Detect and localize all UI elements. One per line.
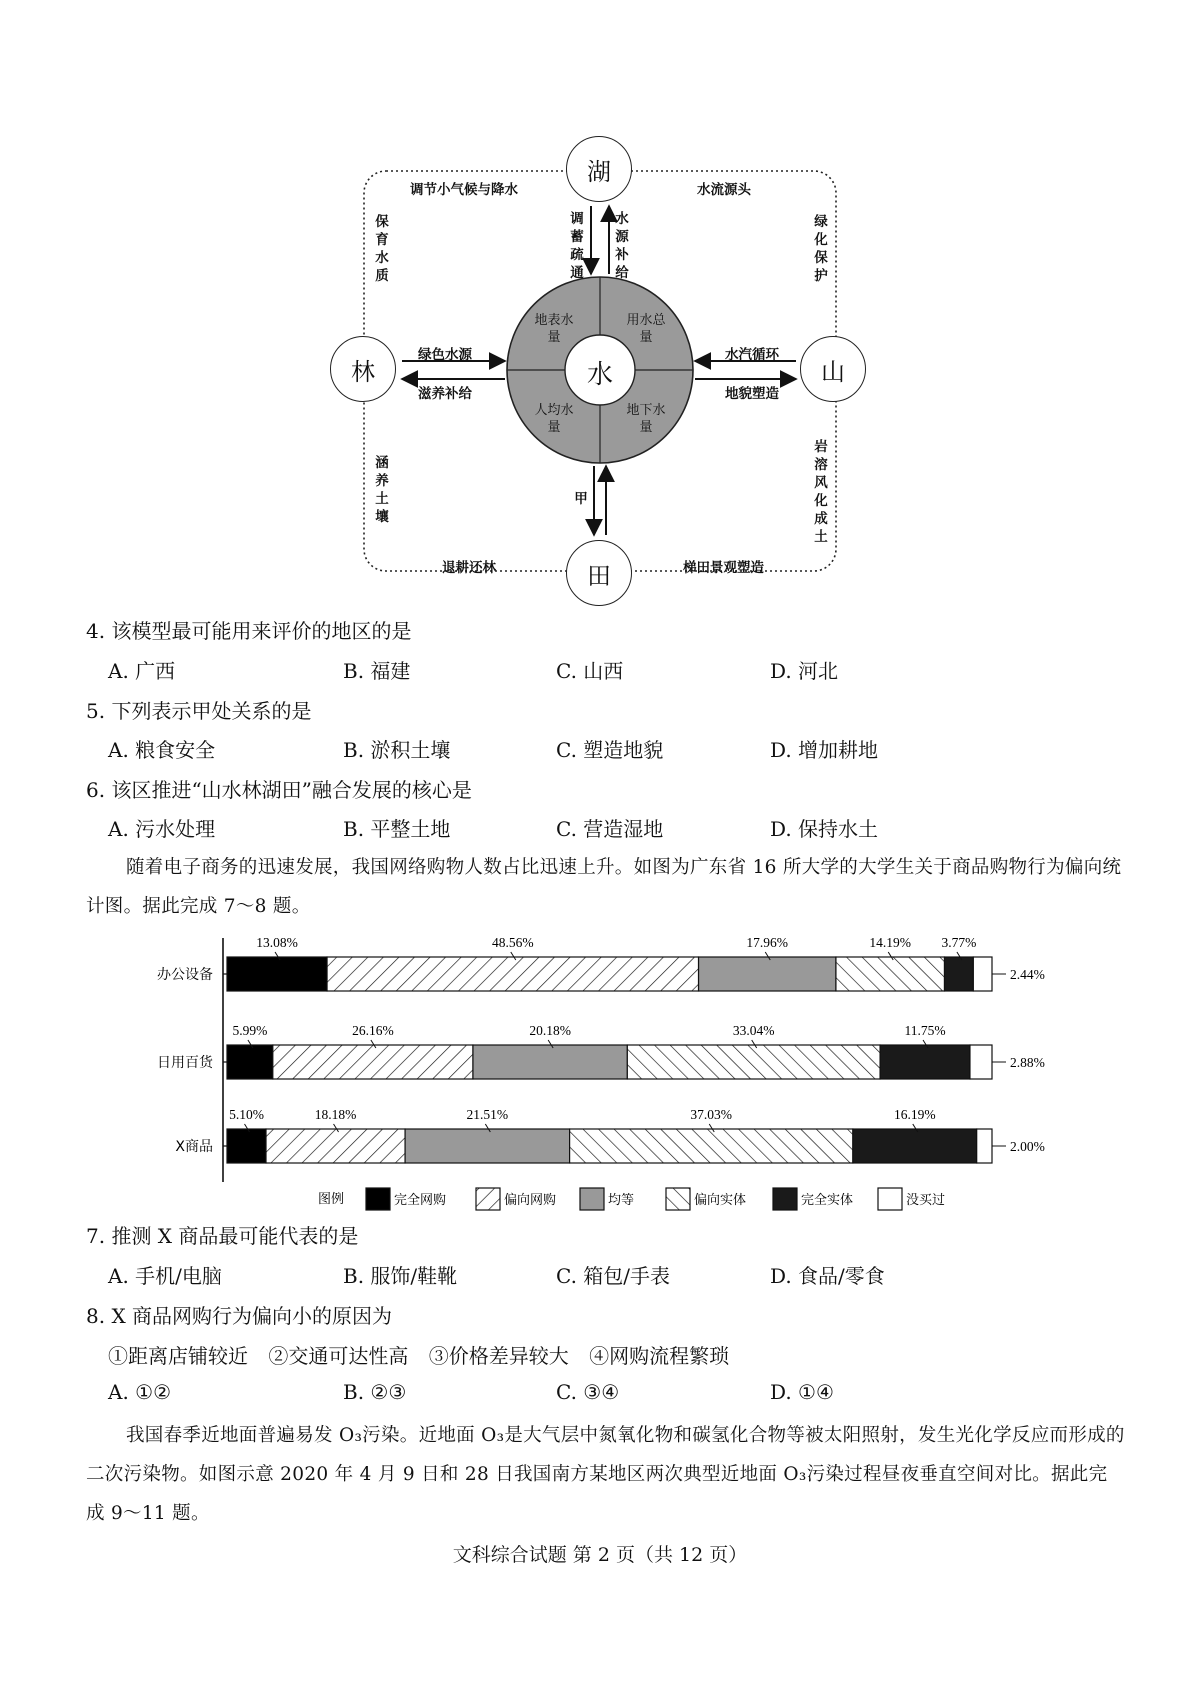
quadrant-surface-water: 地表水量 xyxy=(534,313,574,345)
data-label: 37.03% xyxy=(690,1107,733,1122)
bar-segment xyxy=(327,957,698,991)
legend-swatch xyxy=(366,1188,390,1210)
data-label: 17.96% xyxy=(746,935,789,950)
q5-option-b: B. 淤积土壤 xyxy=(343,738,451,762)
lake-node: 湖 xyxy=(566,136,632,202)
data-label: 11.75% xyxy=(904,1023,946,1038)
legend-swatch xyxy=(773,1188,797,1210)
data-label: 5.99% xyxy=(232,1023,268,1038)
bar-segment xyxy=(880,1045,970,1079)
data-label: 2.44% xyxy=(1010,967,1045,982)
bar-segment xyxy=(405,1129,570,1163)
legend-swatch xyxy=(878,1188,902,1210)
q7-option-d: D. 食品/零食 xyxy=(770,1264,885,1288)
bar-segment xyxy=(266,1129,405,1163)
legend-label: 偏向网购 xyxy=(504,1193,557,1208)
edge-right-top: 绿化保护 xyxy=(814,214,828,284)
bar-segment xyxy=(227,1045,273,1079)
legend-title: 图例 xyxy=(318,1192,345,1207)
forest-node: 林 xyxy=(330,336,396,402)
legend-swatch xyxy=(476,1188,500,1210)
q8-items: ①距离店铺较近 ②交通可达性高 ③价格差异较大 ④网购流程繁琐 xyxy=(108,1344,730,1368)
edge-bottom-right: 梯田景观塑造 xyxy=(683,560,764,576)
bar-segment xyxy=(853,1129,977,1163)
q4-option-a: A. 广西 xyxy=(108,659,176,683)
edge-lake-down: 调蓄疏通 xyxy=(570,211,584,281)
data-label: 16.19% xyxy=(893,1107,936,1122)
edge-right-bottom: 岩溶风化成土 xyxy=(814,439,828,545)
bar-segment xyxy=(627,1045,880,1079)
bar-segment xyxy=(227,957,327,991)
category-label: X商品 xyxy=(175,1139,213,1155)
legend-label: 均等 xyxy=(608,1193,635,1208)
intro-paragraph-7-8: 随着电子商务的迅速发展，我国网络购物人数占比迅速上升。如图为广东省 16 所大学的大学生关于商品购物行为偏向统计图。据此完成 7～8 题。 xyxy=(86,857,1122,917)
edge-field-jia: 甲 xyxy=(574,491,588,507)
water-system-diagram xyxy=(0,0,1200,620)
intro-paragraph-9-11: 我国春季近地面普遍易发 O₃污染。近地面 O₃是大气层中氮氧化物和碳氢化合物等被太阳照射，发生光化学反应而形成的二次污染物。如图示意 2020 年 4 月 9 日和 28 日我国南方某地区两次典型近地面 O₃污染过程昼夜垂直空间对比。据此完成 9～11 题。 xyxy=(86,1425,1125,1524)
quadrant-per-capita-water: 人均水量 xyxy=(534,403,574,435)
edge-left-bottom: 涵养土壤 xyxy=(375,455,389,525)
q6-option-c: C. 营造湿地 xyxy=(556,817,664,841)
q8-option-d: D. ①④ xyxy=(770,1380,834,1404)
bar-segment xyxy=(570,1129,853,1163)
edge-top-right: 水流源头 xyxy=(697,182,751,198)
bar-segment xyxy=(970,1045,992,1079)
quadrant-groundwater: 地下水量 xyxy=(626,403,666,435)
data-label: 18.18% xyxy=(314,1107,357,1122)
q7-stem: 7. 推测 X 商品最可能代表的是 xyxy=(86,1224,359,1248)
q6-option-a: A. 污水处理 xyxy=(108,817,216,841)
q4-option-c: C. 山西 xyxy=(556,659,624,683)
q6-option-d: D. 保持水土 xyxy=(770,817,879,841)
bar-segment xyxy=(836,957,945,991)
q5-stem: 5. 下列表示甲处关系的是 xyxy=(86,699,312,723)
q6-stem: 6. 该区推进“山水林湖田”融合发展的核心是 xyxy=(86,778,472,802)
page-footer: 文科综合试题 第 2 页（共 12 页） xyxy=(452,1544,748,1566)
bar-segment xyxy=(273,1045,473,1079)
edge-forest-out: 滋养补给 xyxy=(418,386,472,402)
edge-mountain-in: 水汽循环 xyxy=(725,347,779,363)
q8-option-b: B. ②③ xyxy=(343,1380,407,1404)
data-label: 33.04% xyxy=(732,1023,775,1038)
bar-segment xyxy=(227,1129,266,1163)
edge-forest-in: 绿色水源 xyxy=(418,347,472,363)
data-label: 26.16% xyxy=(352,1023,394,1038)
legend-swatch xyxy=(666,1188,690,1210)
chart-svg xyxy=(0,920,1200,1220)
legend-label: 没买过 xyxy=(906,1193,946,1208)
diagram-lines xyxy=(0,0,1200,620)
q7-option-a: A. 手机/电脑 xyxy=(108,1264,222,1288)
q4-option-b: B. 福建 xyxy=(343,659,411,683)
q5-option-d: D. 增加耕地 xyxy=(770,738,879,762)
bar-segment xyxy=(699,957,836,991)
q5-option-a: A. 粮食安全 xyxy=(108,738,216,762)
q8-option-a: A. ①② xyxy=(108,1380,172,1404)
shopping-preference-chart xyxy=(0,920,1200,1220)
field-node: 田 xyxy=(566,540,632,606)
data-label: 48.56% xyxy=(491,935,534,950)
water-center-label: 水 xyxy=(586,360,613,390)
bar-segment xyxy=(473,1045,627,1079)
q4-stem: 4. 该模型最可能用来评价的地区的是 xyxy=(86,619,412,643)
data-label: 5.10% xyxy=(229,1107,264,1122)
bar-segment xyxy=(977,1129,992,1163)
edge-mountain-out: 地貌塑造 xyxy=(725,386,779,402)
category-label: 办公设备 xyxy=(157,967,213,983)
legend-swatch xyxy=(580,1188,604,1210)
data-label: 21.51% xyxy=(466,1107,509,1122)
legend-label: 偏向实体 xyxy=(694,1193,747,1208)
data-label: 2.88% xyxy=(1010,1055,1045,1070)
legend-label: 完全网购 xyxy=(394,1193,447,1208)
q8-option-c: C. ③④ xyxy=(556,1380,620,1404)
bar-segment xyxy=(973,957,992,991)
q6-option-b: B. 平整土地 xyxy=(343,817,451,841)
q5-option-c: C. 塑造地貌 xyxy=(556,738,664,762)
category-label: 日用百货 xyxy=(157,1055,213,1071)
data-label: 20.18% xyxy=(529,1023,571,1038)
edge-bottom-left: 退耕还林 xyxy=(442,560,496,576)
q7-option-b: B. 服饰/鞋靴 xyxy=(343,1264,458,1288)
edge-top-left: 调节小气候与降水 xyxy=(410,182,518,198)
mountain-node: 山 xyxy=(800,336,866,402)
q4-option-d: D. 河北 xyxy=(770,659,839,683)
quadrant-total-water-use: 用水总量 xyxy=(626,313,666,345)
q7-option-c: C. 箱包/手表 xyxy=(556,1264,671,1288)
legend-label: 完全实体 xyxy=(801,1193,854,1208)
bar-segment xyxy=(944,957,973,991)
data-label: 13.08% xyxy=(256,935,298,950)
q8-stem: 8. X 商品网购行为偏向小的原因为 xyxy=(86,1304,393,1328)
data-label: 3.77% xyxy=(941,935,977,950)
data-label: 14.19% xyxy=(869,935,912,950)
edge-lake-up: 水源补给 xyxy=(615,211,629,281)
edge-left-top: 保育水质 xyxy=(375,214,389,284)
data-label: 2.00% xyxy=(1010,1139,1045,1154)
